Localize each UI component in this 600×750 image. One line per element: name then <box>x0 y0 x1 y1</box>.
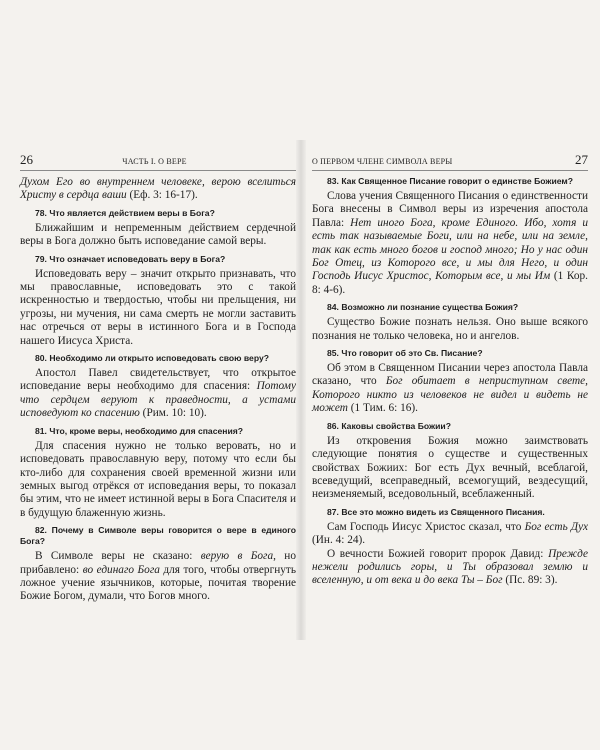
right-page <box>312 152 588 588</box>
question-86: 86. Каковы свойства Божии? <box>327 420 451 431</box>
left-running-head <box>20 152 296 171</box>
answer-79: Исповедовать веру – значит открыто признавать, что мы православные, исповедовать это с такой искренностью и твердостью, чтобы ни прельщения, ни угрозы, ни мучения, ни сама смерть не могли заставить нас отречься от веры в истинного Бога и в Господа нашего Иисуса Христа. <box>20 267 296 347</box>
book-gutter <box>296 140 306 640</box>
answer-87-second: О вечности Божией говорит пророк Давид: Прежде нежели родились горы, и Ты образовал землю и вселенную, и от века и до века Ты – Бог (Пс. 89: 3). <box>312 547 588 587</box>
continuation-paragraph: Духом Его во внутреннем человеке, верою вселиться Христу в сердца ваши (Еф. 3: 16-17). <box>20 176 296 202</box>
answer-82: В Символе веры не сказано: верую в Бога, но прибавлено: во единаго Бога для того, чтобы отвергнуть ложное учение язычников, которые, почитая творение Божие Богом, думали, что Богов много. <box>20 550 297 603</box>
answer-86: Из откровения Божия можно заимствовать следующие понятия о существе и существенных свойствах Божиих: Бог есть Дух вечный, всеблагой, всеведущий, всеправедный, всемогущий, вездесущий, неизменяемый, вседовольный, всеблаженный. <box>312 434 588 501</box>
left-page <box>20 152 296 604</box>
answer-85: Об этом в Священном Писании через апостола Павла сказано, что Бог обитает в неприступном свете, Которого никто из человеков не видел и видеть не может (1 Тим. 6: 16). <box>312 362 588 415</box>
question-80: 80. Необходимо ли открыто исповедовать свою веру? <box>35 353 270 364</box>
answer-81: Для спасения нужно не только веровать, но и исповедовать православную веру, потому что если бы кто-либо для сохранения своей временной жизни или земных выгод отрёкся от исповедания веры, то показал бы этим, что не имеет истинной веры в Бога Спасителя и в будущую блаженную жизнь. <box>20 439 296 519</box>
question-81: 81. Что, кроме веры, необходимо для спасения? <box>35 425 244 436</box>
answer-80: Апостол Павел свидетельствует, что открытое исповедание веры необходимо для спасения: Потому что сердцем веруют к праведности, а устами исповедуют ко спасению (Рим. 10: 10). <box>20 367 296 420</box>
right-running-title: О ПЕРВОМ ЧЛЕНЕ СИМВОЛА ВЕРЫ <box>312 157 453 166</box>
right-page-number: 27 <box>575 152 588 167</box>
answer-87-first: Сам Господь Иисус Христос сказал, что Бог есть Дух (Ин. 4: 24). <box>312 520 588 547</box>
question-82: 82. Почему в Символе веры говорится о вере в единого Бога? <box>20 525 296 547</box>
question-85: 85. Что говорит об это Св. Писание? <box>327 348 483 359</box>
answer-78: Ближайшим и непременным действием сердечной веры в Бога должно быть исповедание самой веры. <box>20 221 296 248</box>
question-84: 84. Возможно ли познание существа Божия? <box>327 302 519 313</box>
left-running-title: ЧАСТЬ I. О ВЕРЕ <box>122 157 187 166</box>
left-page-number: 26 <box>20 152 33 167</box>
question-83: 83. Как Священное Писание говорит о единстве Божием? <box>327 176 574 186</box>
answer-84: Существо Божие познать нельзя. Оно выше всякого познания не только человека, но и ангелов. <box>312 316 588 342</box>
question-87: 87. Все это можно видеть из Священного Писания. <box>327 506 545 517</box>
question-78: 78. Что является действием веры в Бога? <box>35 207 215 218</box>
answer-83: Слова учения Священного Писания о единственности Бога внесены в Символ веры из изречения апостола Павла: Нет иного Бога, кроме Единого. Ибо, хотя и есть так называемые Боги, или на небе, или на земле, так как есть много богов и господ много; Но у нас один Бог Отец, из Которого все, и мы для Него, и один Господь Иисус Христос, Которым все, и мы Им (1 Кор. 8: 4-6). <box>312 190 589 296</box>
right-running-head <box>312 152 588 171</box>
question-79: 79. Что означает исповедовать веру в Бога? <box>35 253 226 264</box>
